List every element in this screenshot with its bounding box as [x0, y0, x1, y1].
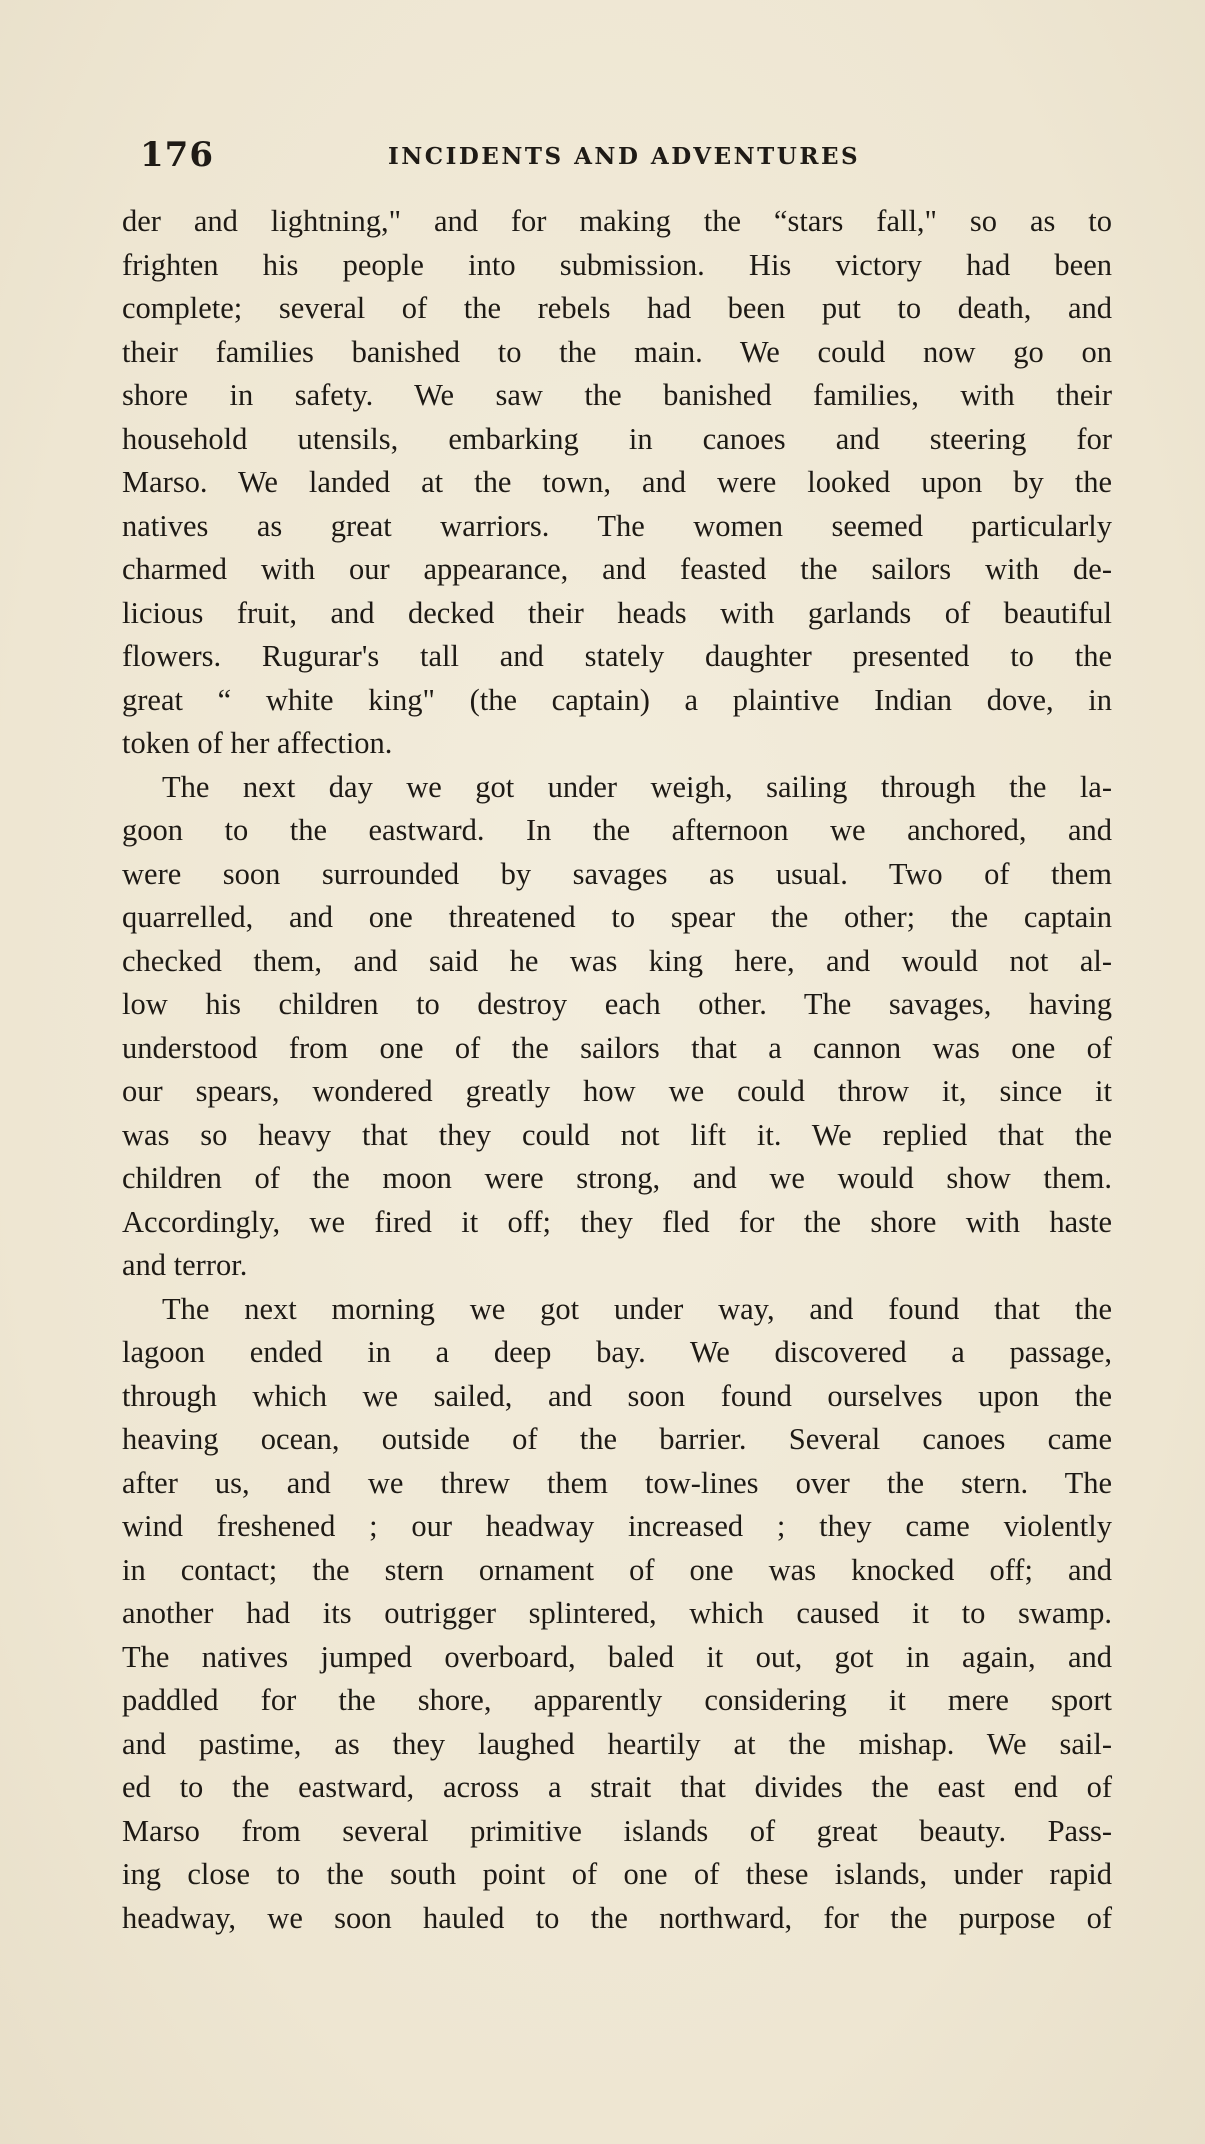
text-line: great “ white king" (the captain) a plaintive Indian dove, in: [122, 682, 1112, 717]
text-line: complete; several of the rebels had been put to death, and: [122, 291, 1112, 325]
page-number: 176: [140, 135, 214, 175]
paragraph-2: [122, 766, 1112, 1288]
text-line: checked them, and said he was king here, and would not al-: [122, 943, 1112, 978]
text-line: frighten his people into submission. His victory had been: [122, 247, 1112, 282]
text-line: lagoon ended in a deep bay. We discovered a passage,: [122, 1335, 1112, 1369]
text-line: ed to the eastward, across a strait that divides the east end of: [122, 1770, 1112, 1804]
text-line: goon to the eastward. In the afternoon we anchored, and: [122, 813, 1112, 847]
paragraph-1: [122, 200, 1112, 766]
text-line: was so heavy that they could not lift it. We replied that the: [122, 1117, 1112, 1152]
text-line: another had its outrigger splintered, which caused it to swamp.: [122, 1596, 1112, 1630]
text-line: natives as great warriors. The women seemed particularly: [122, 508, 1112, 543]
text-line: children of the moon were strong, and we would show them.: [122, 1161, 1112, 1195]
text-line: token of her affection.: [122, 726, 393, 760]
running-head: INCIDENTS AND ADVENTURES: [388, 143, 861, 170]
text-line: ing close to the south point of one of these islands, under rapid: [122, 1857, 1112, 1891]
body-text: [122, 200, 1112, 1940]
text-line: our spears, wondered greatly how we could throw it, since it: [122, 1074, 1112, 1108]
text-line: shore in safety. We saw the banished families, with their: [122, 378, 1112, 412]
text-line: licious fruit, and decked their heads with garlands of beautiful: [122, 595, 1112, 630]
text-line: der and lightning," and for making the “stars fall," so as to: [122, 204, 1112, 238]
text-line: after us, and we threw them tow-lines over the stern. The: [122, 1465, 1112, 1500]
text-line: The next morning we got under way, and found that the: [162, 1291, 1112, 1326]
text-line: headway, we soon hauled to the northward, for the purpose of: [122, 1900, 1112, 1935]
text-line: paddled for the shore, apparently considering it mere sport: [122, 1683, 1112, 1717]
text-line: The next day we got under weigh, sailing through the la-: [162, 769, 1112, 804]
page-header: [140, 135, 1110, 175]
text-line: and terror.: [122, 1248, 248, 1282]
text-line: their families banished to the main. We could now go on: [122, 334, 1112, 369]
text-line: were soon surrounded by savages as usual. Two of them: [122, 856, 1112, 891]
text-line: through which we sailed, and soon found ourselves upon the: [122, 1378, 1112, 1413]
paragraph-3: [122, 1288, 1112, 1941]
text-line: in contact; the stern ornament of one was knocked off; and: [122, 1552, 1112, 1587]
text-line: low his children to destroy each other. The savages, having: [122, 987, 1112, 1021]
text-line: and pastime, as they laughed heartily at the mishap. We sail-: [122, 1726, 1112, 1761]
text-line: The natives jumped overboard, baled it out, got in again, and: [122, 1639, 1112, 1674]
text-line: understood from one of the sailors that a cannon was one of: [122, 1030, 1112, 1065]
text-line: wind freshened ; our headway increased ; they came violently: [122, 1509, 1112, 1543]
text-line: charmed with our appearance, and feasted the sailors with de-: [122, 552, 1112, 586]
text-line: heaving ocean, outside of the barrier. Several canoes came: [122, 1422, 1112, 1456]
text-line: Marso. We landed at the town, and were looked upon by the: [122, 465, 1112, 499]
text-line: Marso from several primitive islands of great beauty. Pass-: [122, 1813, 1112, 1848]
text-line: flowers. Rugurar's tall and stately daughter presented to the: [122, 639, 1112, 673]
text-line: Accordingly, we fired it off; they fled for the shore with haste: [122, 1204, 1112, 1239]
text-line: household utensils, embarking in canoes and steering for: [122, 421, 1112, 456]
text-line: quarrelled, and one threatened to spear the other; the captain: [122, 900, 1112, 934]
